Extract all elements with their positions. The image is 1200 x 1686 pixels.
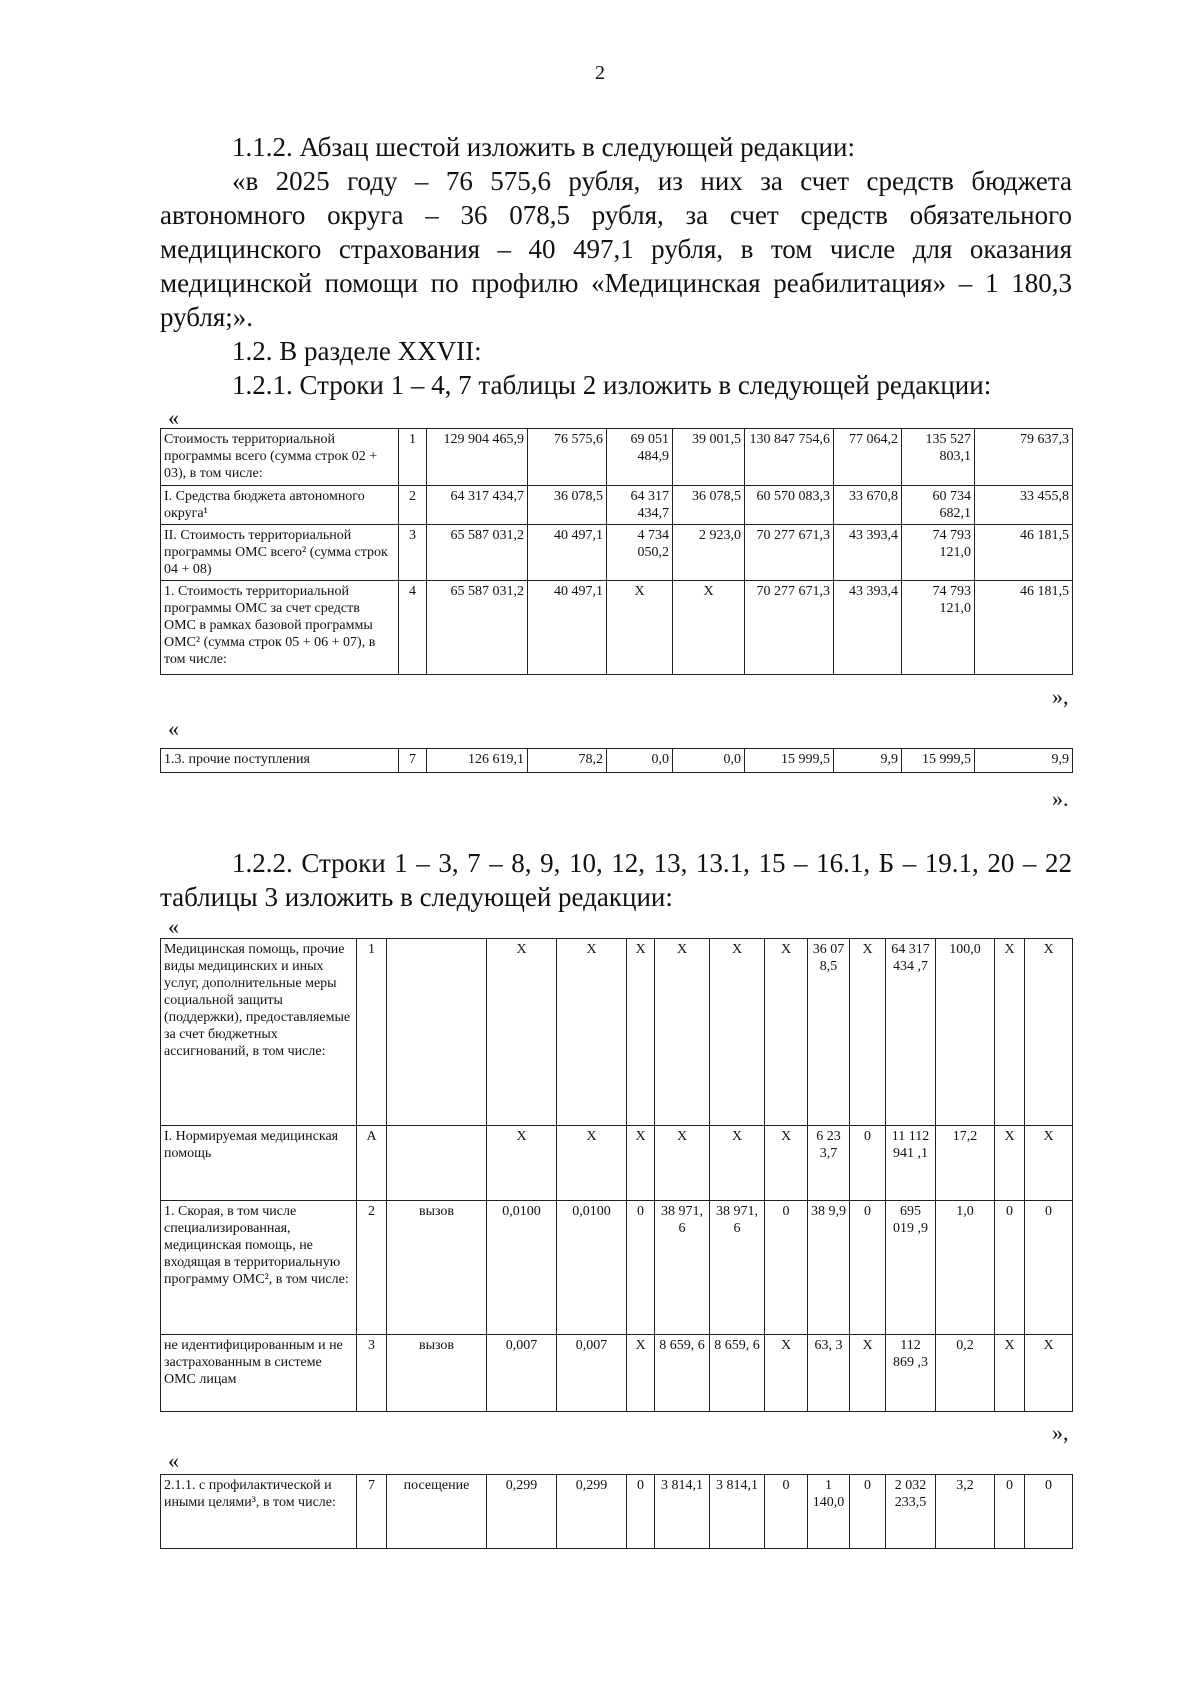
- row-code: 3: [399, 525, 427, 581]
- cell: 79 637,3: [975, 429, 1073, 486]
- row-code: 7: [357, 1475, 387, 1549]
- close-quote-comma: »,: [1052, 684, 1069, 709]
- cell: Х: [995, 939, 1025, 1126]
- cell: 2 032 233,5: [886, 1475, 936, 1549]
- table-row: [161, 1475, 1073, 1549]
- cell: 0: [627, 1475, 655, 1549]
- cell: 38 9,9: [808, 1201, 850, 1335]
- cell: 0: [1025, 1475, 1073, 1549]
- cell: 70 277 671,3: [745, 581, 834, 675]
- section-1-2-2-line-1: 1.2.2. Строки 1 – 3, 7 – 8, 9, 10, 12, 13, 13.1, 15 – 16.1, Б – 19.1, 20 – 22: [232, 848, 1072, 878]
- cell: 70 277 671,3: [745, 525, 834, 581]
- cell: Х: [995, 1335, 1025, 1412]
- cell: Х: [557, 1126, 627, 1201]
- cell: 0,2: [936, 1335, 995, 1412]
- close-quote-comma: »,: [1052, 1420, 1069, 1445]
- section-1-2-2-line-2: таблицы 3 изложить в следующей редакции:: [160, 882, 673, 912]
- open-quote: «: [168, 1448, 179, 1473]
- section-1-2-1-heading: 1.2.1. Строки 1 – 4, 7 таблицы 2 изложить в следующей редакции:: [232, 370, 992, 400]
- cell: 0: [995, 1475, 1025, 1549]
- paragraph-line-4: медицинской помощи по профилю «Медицинская реабилитация» – 1 180,3: [160, 268, 1072, 298]
- cell: 76 575,6: [528, 429, 607, 486]
- row-name: Стоимость территориальной программы всего (сумма строк 02 + 03), в том числе:: [161, 429, 399, 486]
- section-1-1-2-heading: 1.1.2. Абзац шестой изложить в следующей редакции:: [232, 132, 855, 162]
- cell: 3 814,1: [710, 1475, 765, 1549]
- cell: 36 07 8,5: [808, 939, 850, 1126]
- row-code: 3: [357, 1335, 387, 1412]
- cell: 0: [627, 1201, 655, 1335]
- cell: 9,9: [834, 749, 902, 773]
- cell: 3,2: [936, 1475, 995, 1549]
- cell: Х: [487, 939, 557, 1126]
- cell: Х: [765, 1126, 808, 1201]
- row-code: 4: [399, 581, 427, 675]
- cell: 15 999,5: [902, 749, 975, 773]
- row-name: I. Нормируемая медицинская помощь: [161, 1126, 357, 1201]
- cell: 38 971, 6: [655, 1201, 710, 1335]
- cell: Х: [1025, 1335, 1073, 1412]
- cell: Х: [1025, 1126, 1073, 1201]
- row-code: 1: [357, 939, 387, 1126]
- cell: 130 847 754,6: [745, 429, 834, 486]
- row-code: 7: [399, 749, 427, 773]
- row-name: II. Стоимость территориальной программы ОМС всего² (сумма строк 04 + 08): [161, 525, 399, 581]
- table-row: [161, 939, 1073, 1126]
- cell: 40 497,1: [528, 581, 607, 675]
- cell: 126 619,1: [427, 749, 528, 773]
- table-row: [161, 749, 1073, 773]
- table-row: [161, 525, 1073, 581]
- cell: 9,9: [975, 749, 1073, 773]
- cell: 43 393,4: [834, 581, 902, 675]
- row-name: 1. Стоимость территориальной программы ОМС за счет средств ОМС в рамках базовой программы ОМС² (сумма строк 05 + 06 + 07), в том числе:: [161, 581, 399, 675]
- cell: 0,007: [557, 1335, 627, 1412]
- cell: 0,0: [673, 749, 745, 773]
- cell: Х: [627, 1126, 655, 1201]
- cell: 135 527 803,1: [902, 429, 975, 486]
- row-name: 1.3. прочие поступления: [161, 749, 399, 773]
- cell: 36 078,5: [528, 486, 607, 525]
- cell: 0: [850, 1201, 886, 1335]
- table-row: [161, 429, 1073, 486]
- row-code: А: [357, 1126, 387, 1201]
- cell: 39 001,5: [673, 429, 745, 486]
- row-code: 2: [357, 1201, 387, 1335]
- cell: 64 317 434,7: [427, 486, 528, 525]
- cell: 38 971, 6: [710, 1201, 765, 1335]
- row-name: 1. Скорая, в том числе специализированная, медицинская помощь, не входящая в территориальную программу ОМС², в том числе:: [161, 1201, 357, 1335]
- cell: 15 999,5: [745, 749, 834, 773]
- open-quote: «: [168, 914, 179, 939]
- paragraph-line-2: автономного округа – 36 078,5 рубля, за счет средств обязательного: [160, 200, 1072, 230]
- cell: Х: [765, 1335, 808, 1412]
- cell: 77 064,2: [834, 429, 902, 486]
- row-name: Медицинская помощь, прочие виды медицинских и иных услуг, дополнительные меры социальной защиты (поддержки), предоставляемые за счет бюджетных ассигнований, в том числе:: [161, 939, 357, 1126]
- cell: 74 793 121,0: [902, 525, 975, 581]
- row-code: 1: [399, 429, 427, 486]
- paragraph-line-1: «в 2025 году – 76 575,6 рубля, из них за счет средств бюджета: [232, 166, 1072, 196]
- cell: Х: [710, 939, 765, 1126]
- cell: 69 051 484,9: [607, 429, 673, 486]
- cell: 60 734 682,1: [902, 486, 975, 525]
- cell: Х: [850, 1335, 886, 1412]
- cell: 0,299: [557, 1475, 627, 1549]
- cell: Х: [765, 939, 808, 1126]
- cell: Х: [655, 1126, 710, 1201]
- table-2-row-7: [160, 748, 1073, 773]
- cell: Х: [995, 1126, 1025, 1201]
- cell: 0,0100: [557, 1201, 627, 1335]
- open-quote: «: [168, 716, 179, 741]
- cell: вызов: [387, 1201, 487, 1335]
- cell: 0,299: [487, 1475, 557, 1549]
- cell: 0,007: [487, 1335, 557, 1412]
- cell: 17,2: [936, 1126, 995, 1201]
- cell: 33 455,8: [975, 486, 1073, 525]
- cell: 0: [1025, 1201, 1073, 1335]
- cell: посещение: [387, 1475, 487, 1549]
- cell: 36 078,5: [673, 486, 745, 525]
- cell: 65 587 031,2: [427, 525, 528, 581]
- cell: 0: [850, 1126, 886, 1201]
- cell: Х: [607, 581, 673, 675]
- cell: вызов: [387, 1335, 487, 1412]
- row-name: 2.1.1. с профилактической и иными целями³, в том числе:: [161, 1475, 357, 1549]
- table-row: [161, 1335, 1073, 1412]
- cell: Х: [627, 939, 655, 1126]
- cell: Х: [487, 1126, 557, 1201]
- cell: 78,2: [528, 749, 607, 773]
- cell: 63, 3: [808, 1335, 850, 1412]
- cell: Х: [850, 939, 886, 1126]
- paragraph-line-5: рубля;».: [160, 302, 253, 332]
- cell: 0: [765, 1201, 808, 1335]
- cell: 46 181,5: [975, 525, 1073, 581]
- cell: 0,0100: [487, 1201, 557, 1335]
- row-code: 2: [399, 486, 427, 525]
- table-row: [161, 581, 1073, 675]
- cell: [387, 939, 487, 1126]
- cell: 60 570 083,3: [745, 486, 834, 525]
- close-quote-dot: ».: [1052, 786, 1069, 811]
- cell: 695 019 ,9: [886, 1201, 936, 1335]
- cell: 0: [995, 1201, 1025, 1335]
- cell: Х: [627, 1335, 655, 1412]
- cell: 65 587 031,2: [427, 581, 528, 675]
- open-quote: «: [168, 405, 179, 430]
- cell: 112 869 ,3: [886, 1335, 936, 1412]
- cell: Х: [710, 1126, 765, 1201]
- row-name: I. Средства бюджета автономного округа¹: [161, 486, 399, 525]
- cell: Х: [1025, 939, 1073, 1126]
- cell: 8 659, 6: [655, 1335, 710, 1412]
- cell: 74 793 121,0: [902, 581, 975, 675]
- cell: 1,0: [936, 1201, 995, 1335]
- section-1-2-heading: 1.2. В разделе XXVII:: [232, 336, 482, 366]
- table-row: [161, 486, 1073, 525]
- cell: 40 497,1: [528, 525, 607, 581]
- cell: 4 734 050,2: [607, 525, 673, 581]
- cell: 2 923,0: [673, 525, 745, 581]
- cell: 11 112 941 ,1: [886, 1126, 936, 1201]
- cell: 0,0: [607, 749, 673, 773]
- cell: 33 670,8: [834, 486, 902, 525]
- cell: 0: [765, 1475, 808, 1549]
- table-2: [160, 428, 1073, 675]
- table-row: [161, 1201, 1073, 1335]
- paragraph-line-3: медицинского страхования – 40 497,1 рубля, в том числе для оказания: [160, 234, 1072, 264]
- cell: 6 23 3,7: [808, 1126, 850, 1201]
- cell: 64 317 434 ,7: [886, 939, 936, 1126]
- cell: 100,0: [936, 939, 995, 1126]
- cell: 129 904 465,9: [427, 429, 528, 486]
- row-name: не идентифицированным и не застрахованным в системе ОМС лицам: [161, 1335, 357, 1412]
- table-row: [161, 1126, 1073, 1201]
- table-3-row-7: [160, 1474, 1073, 1549]
- cell: 3 814,1: [655, 1475, 710, 1549]
- table-3: [160, 938, 1073, 1412]
- cell: 0: [850, 1475, 886, 1549]
- cell: 8 659, 6: [710, 1335, 765, 1412]
- cell: 43 393,4: [834, 525, 902, 581]
- cell: Х: [655, 939, 710, 1126]
- cell: 46 181,5: [975, 581, 1073, 675]
- cell: 1 140,0: [808, 1475, 850, 1549]
- cell: 64 317 434,7: [607, 486, 673, 525]
- page-number: 2: [595, 62, 605, 84]
- cell: Х: [557, 939, 627, 1126]
- cell: [387, 1126, 487, 1201]
- cell: Х: [673, 581, 745, 675]
